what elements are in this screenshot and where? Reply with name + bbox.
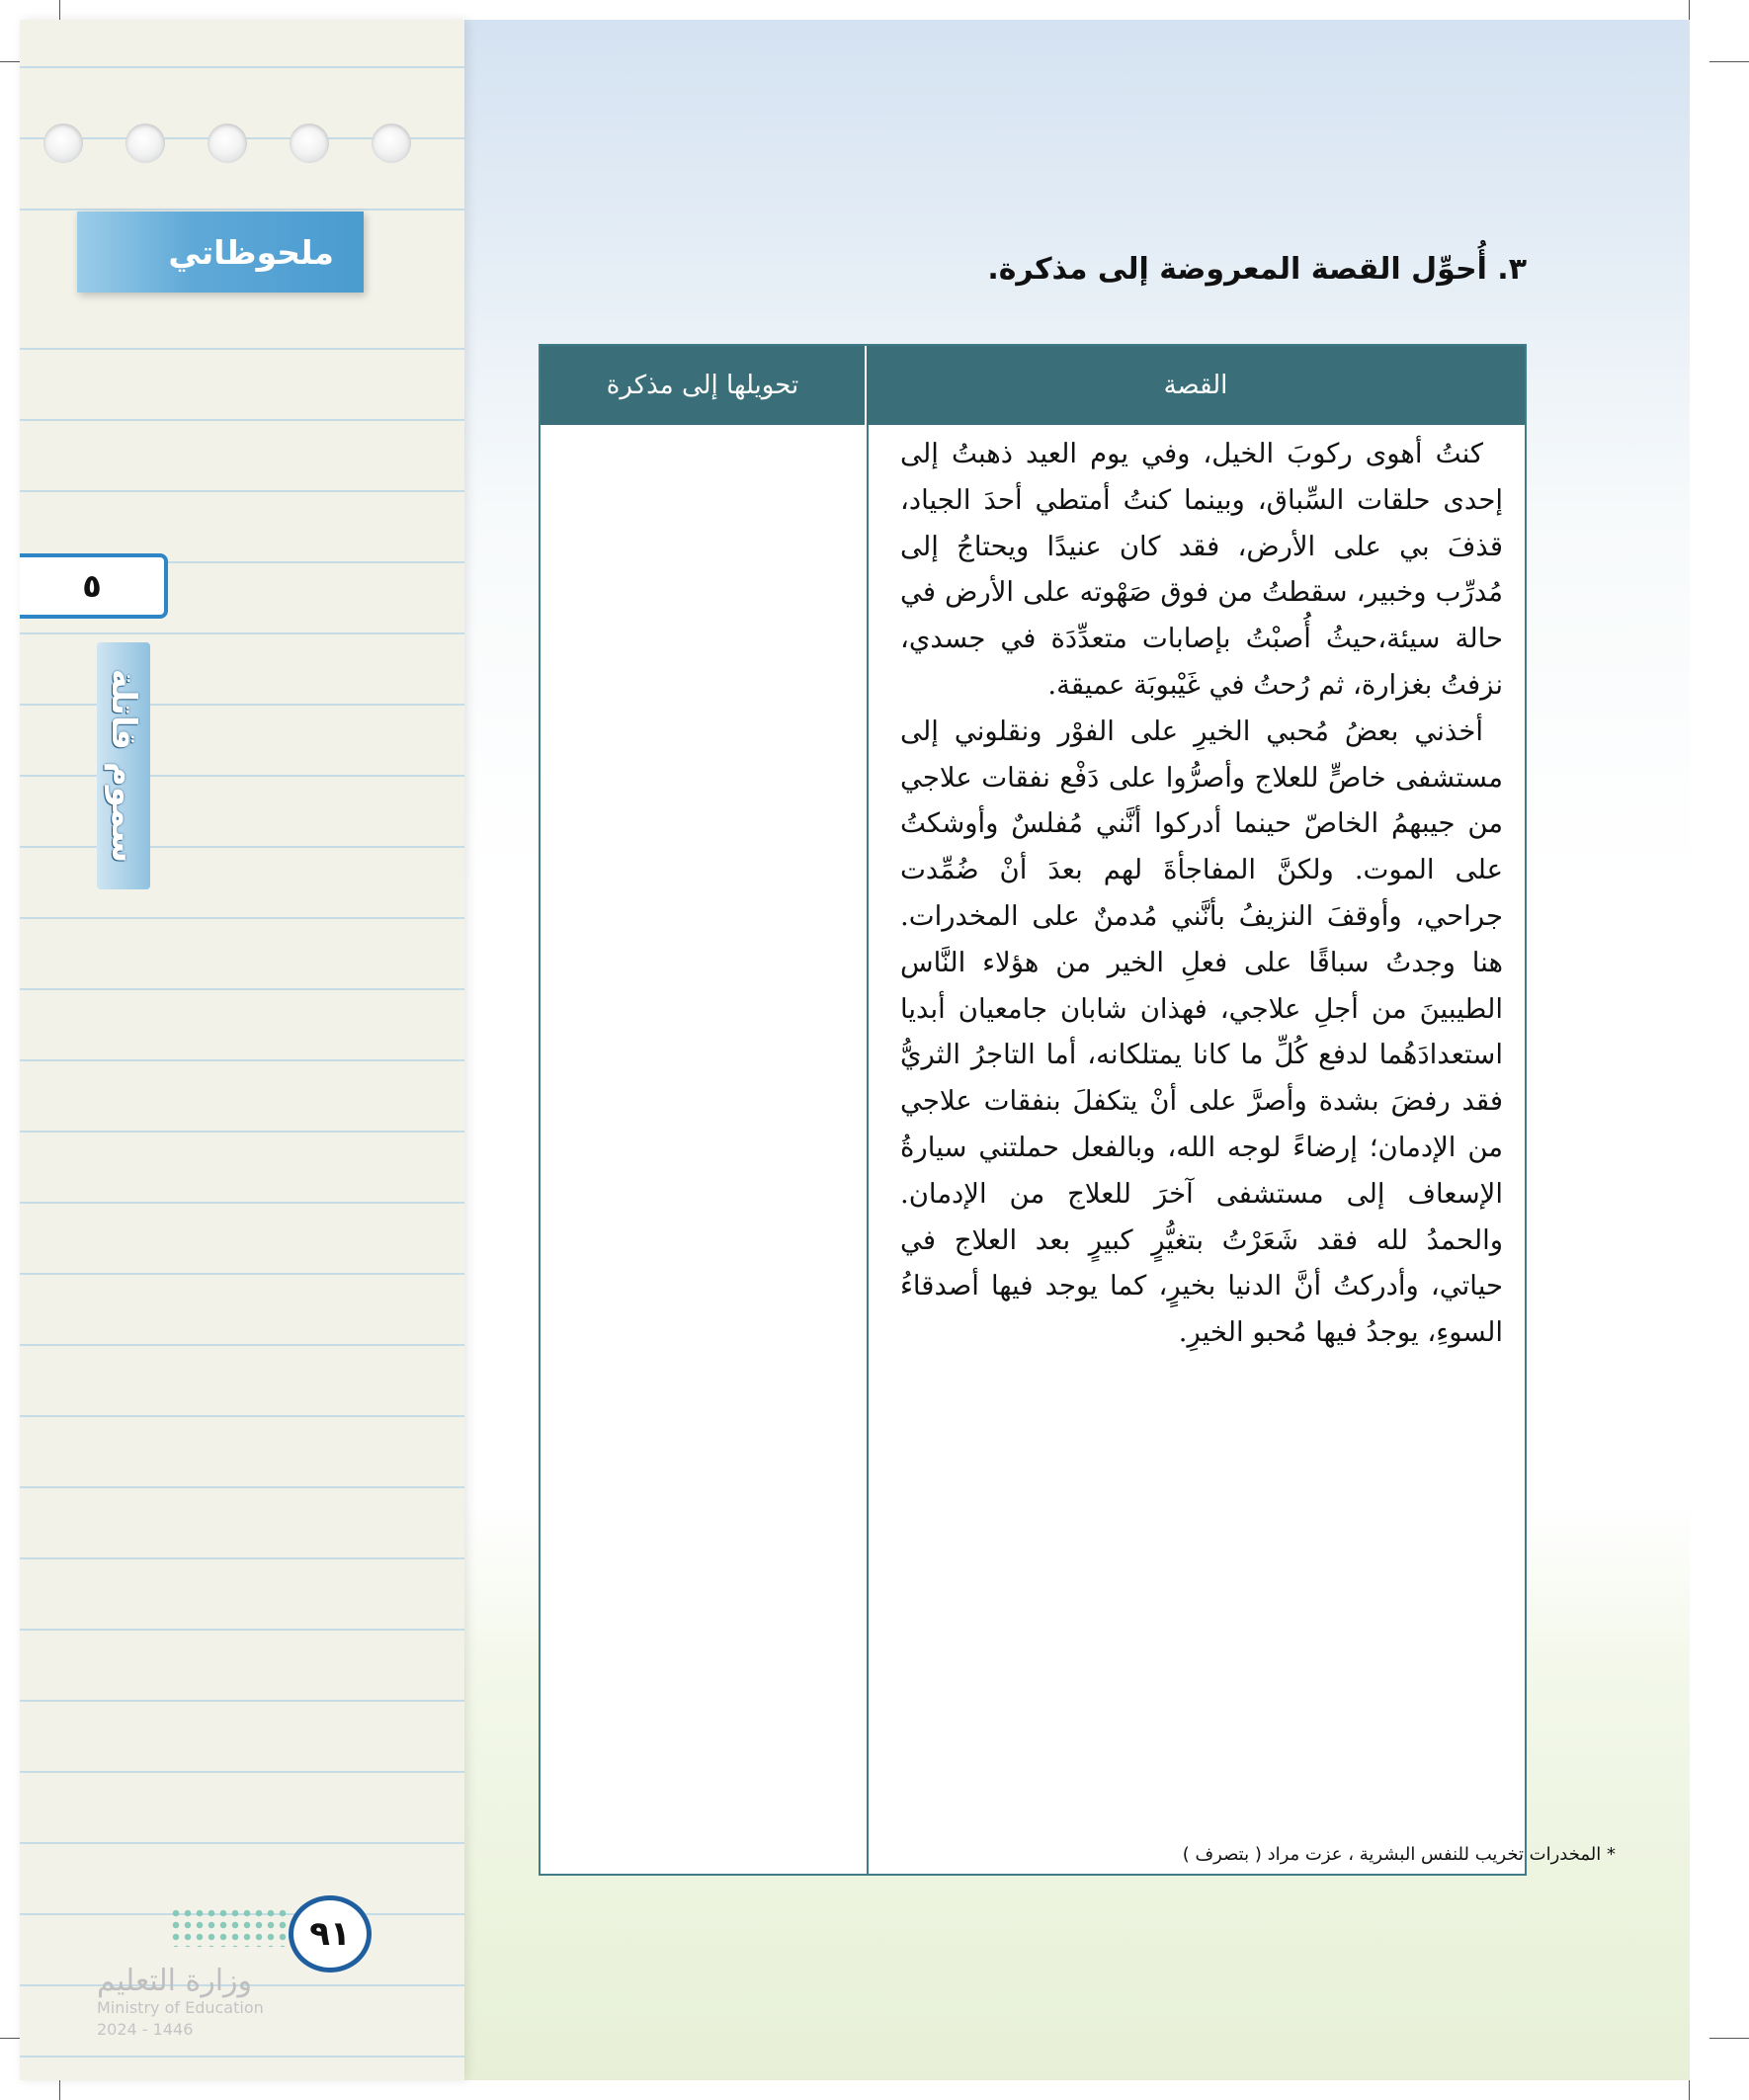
crop-mark xyxy=(1709,2038,1749,2039)
story-table xyxy=(539,344,1527,1876)
binder-hole xyxy=(125,124,165,163)
ministry-name-arabic: وزارة التعليم xyxy=(97,1964,253,1998)
story-paragraph-2: أخذني بعضُ مُحبي الخيرِ على الفوْر ونقلوني إلى مستشفى خاصٍّ للعلاج وأصرُّوا على دَفْع نفقات علاجي من جيبهمُ الخاصّ حينما أدركوا أنَّني مُفلسٌ وأوشكتُ على الموت. ولكنَّ المفاجأةَ لهم بعدَ أنْ ضُمِّدت جراحي، وأوقفَ النزيفُ بأنَّني مُدمنٌ على المخدرات. هنا وجدتُ سباقًا على فعلِ الخير من هؤلاء النَّاس الطيبينَ من أجلِ علاجي، فهذان شابان جامعيان أبديا استعدادَهُما لدفع كُلِّ ما كانا يمتلكانه، أما التاجرُ الثريُّ فقد رفضَ بشدة وأصرَّ على أنْ يتكفلَ بنفقات علاجي من الإدمان؛ إرضاءً لوجه الله، وبالفعل حملتني سيارةُ الإسعاف إلى مستشفى آخرَ للعلاج من الإدمان. والحمدُ لله فقد شَعَرْتُ بتغيُّرٍ كبيرٍ بعد العلاج في حياتي، وأدركتُ أنَّ الدنيا بخيرٍ، كما يوجد فيها أصدقاءُ السوءِ، يوجدُ فيها مُحبو الخيرِ. xyxy=(900,714,1503,1349)
column-header-story xyxy=(867,346,1525,425)
unit-title-tab xyxy=(97,642,150,889)
ministry-year: 2024 - 1446 xyxy=(97,2020,194,2039)
story-paragraph-1: كنتُ أهوى ركوبَ الخيل، وفي يوم العيد ذهبتُ إلى إحدى حلقات السِّباق، وبينما كنتُ أمتطي أحدَ الجياد، قذفَ بي على الأرض، فقد كان عنيدًا ويحتاجُ إلى مُدرِّب وخبير، سقطتُ من فوق صَهْوته على الأرض في حالة سيئة،حيثُ أُصبْتُ بإصابات متعدِّدَة في جسدي، نزفتُ بغزارة، ثم رُحتُ في غَيْبوبَة عميقة. xyxy=(900,438,1503,701)
page-number: ٩١ xyxy=(309,1914,351,1954)
source-footnote: * المخدرات تخريب للنفس البشرية ، عزت مراد ( بتصرف ) xyxy=(1182,1844,1616,1865)
binder-hole xyxy=(372,124,411,163)
binder-hole xyxy=(208,124,247,163)
crop-mark xyxy=(1709,61,1749,62)
unit-number: ٥ xyxy=(82,567,102,605)
story-text xyxy=(900,431,1503,1356)
column-header-diary-label: تحويلها إلى مذكرة xyxy=(606,371,799,400)
notes-sidebar xyxy=(20,20,464,2080)
exercise-question: ٣. أُحوِّل القصة المعروضة إلى مذكرة. xyxy=(987,252,1527,287)
binder-hole xyxy=(290,124,329,163)
ministry-name-english: Ministry of Education xyxy=(97,1998,264,2017)
unit-number-box xyxy=(20,553,168,619)
ministry-logo-dots xyxy=(170,1907,289,1947)
page-number-badge xyxy=(289,1895,372,1973)
notes-tab-label: ملحوظاتي xyxy=(168,232,334,272)
unit-title: سموم قاتلة xyxy=(104,668,143,864)
notes-tab xyxy=(77,211,364,293)
column-header-diary xyxy=(541,346,867,425)
column-header-story-label: القصة xyxy=(1163,371,1228,400)
binder-hole xyxy=(43,124,83,163)
column-divider xyxy=(867,425,869,1876)
